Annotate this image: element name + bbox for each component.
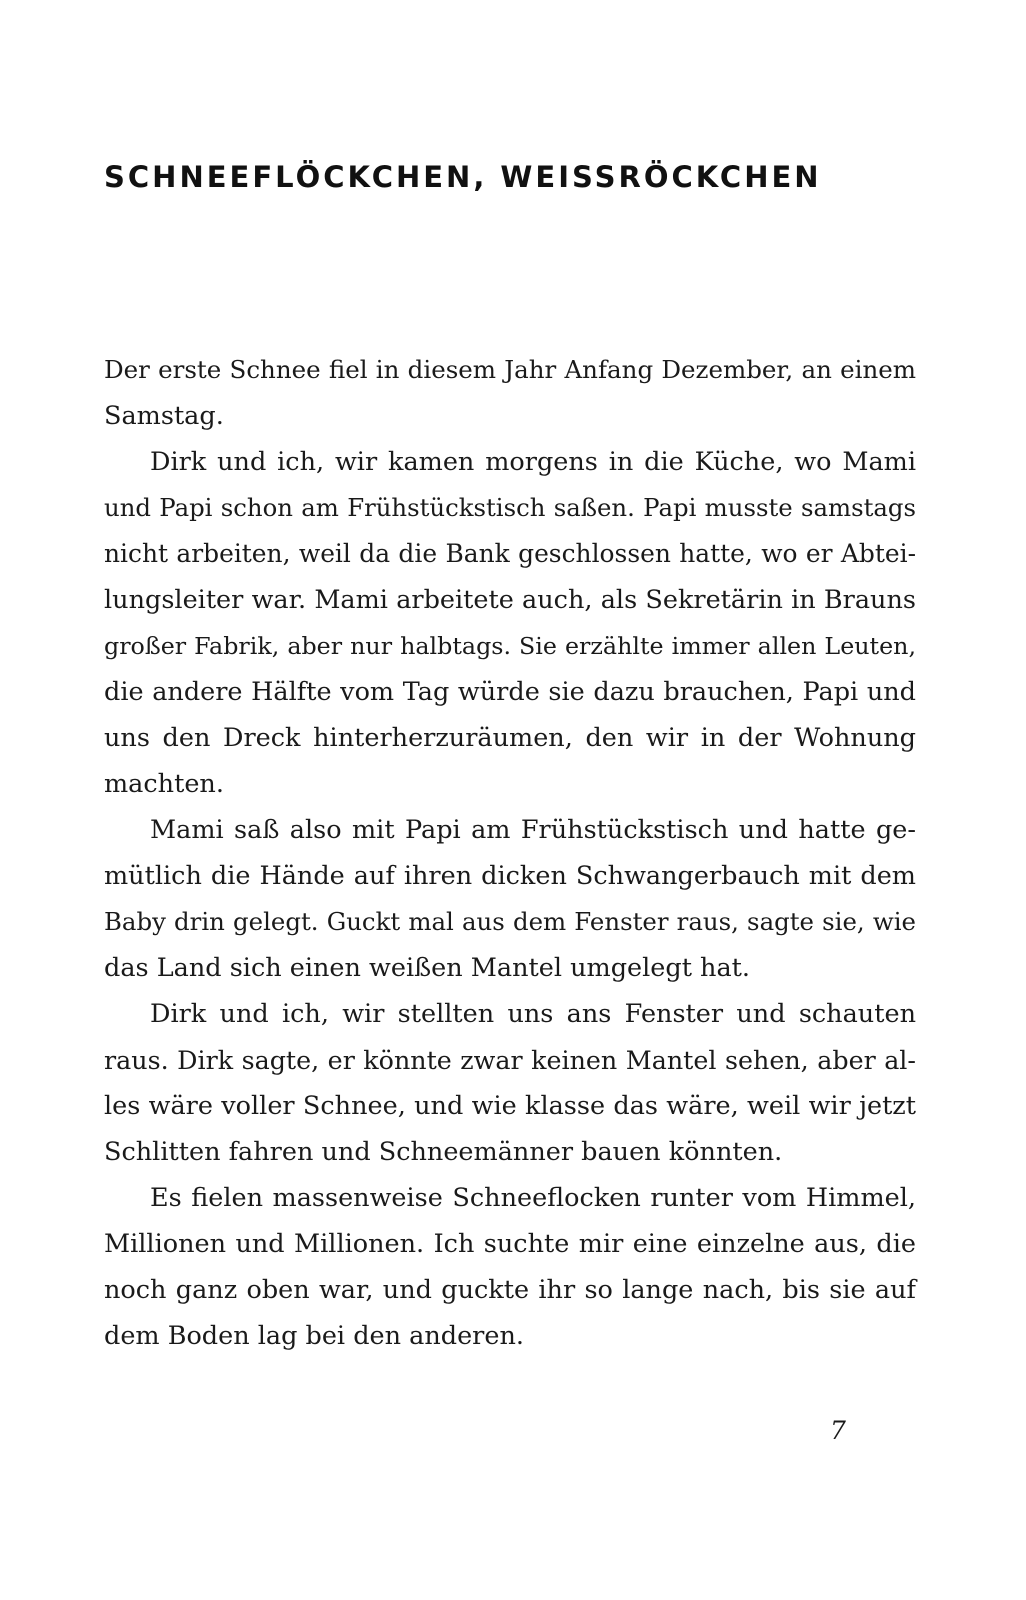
text-line: und Papi schon am Frühstückstisch saßen. Papi musste samstags — [104, 493, 916, 522]
text-line: nicht arbeiten, weil da die Bank geschlossen hatte, wo er Abtei- — [104, 539, 916, 568]
text-line: les wäre voller Schnee, und wie klasse das wäre, weil wir jetzt — [104, 1091, 916, 1121]
text-line: Samstag. — [104, 401, 224, 431]
text-line: das Land sich einen weißen Mantel umgelegt hat. — [104, 953, 751, 983]
text-line: uns den Dreck hinterherzuräumen, den wir in der Wohnung — [104, 723, 916, 753]
text-line: Baby drin gelegt. Guckt mal aus dem Fenster raus, sagte sie, wie — [104, 907, 916, 936]
text-line: mütlich die Hände auf ihren dicken Schwangerbauch mit dem — [104, 861, 916, 891]
page-number: 7 — [830, 1416, 846, 1445]
text-line: machten. — [104, 769, 224, 799]
text-line: Dirk und ich, wir kamen morgens in die Küche, wo Mami — [150, 447, 916, 477]
text-line: Mami saß also mit Papi am Frühstückstisch und hatte ge- — [150, 815, 916, 845]
text-line: dem Boden lag bei den anderen. — [104, 1321, 524, 1351]
text-line: noch ganz oben war, und guckte ihr so lange nach, bis sie auf — [104, 1275, 916, 1305]
text-line: raus. Dirk sagte, er könnte zwar keinen Mantel sehen, aber al- — [104, 1045, 916, 1075]
text-line: Der erste Schnee fiel in diesem Jahr Anfang Dezember, an einem — [104, 355, 916, 384]
text-line: Schlitten fahren und Schneemänner bauen könnten. — [104, 1137, 783, 1167]
text-line: lungsleiter war. Mami arbeitete auch, als Sekretärin in Brauns — [104, 585, 916, 615]
text-line: die andere Hälfte vom Tag würde sie dazu brauchen, Papi und — [104, 677, 916, 707]
text-line: Es fielen massenweise Schneeflocken runter vom Himmel, — [150, 1183, 916, 1213]
chapter-body-text — [104, 347, 916, 1359]
chapter-title: SCHNEEFLÖCKCHEN, WEISSRÖCKCHEN — [104, 160, 822, 194]
text-line: Dirk und ich, wir stellten uns ans Fenster und schauten — [150, 999, 916, 1029]
text-line: großer Fabrik, aber nur halbtags. Sie erzählte immer allen Leuten, — [104, 632, 916, 660]
text-line: Millionen und Millionen. Ich suchte mir eine einzelne aus, die — [104, 1229, 916, 1259]
